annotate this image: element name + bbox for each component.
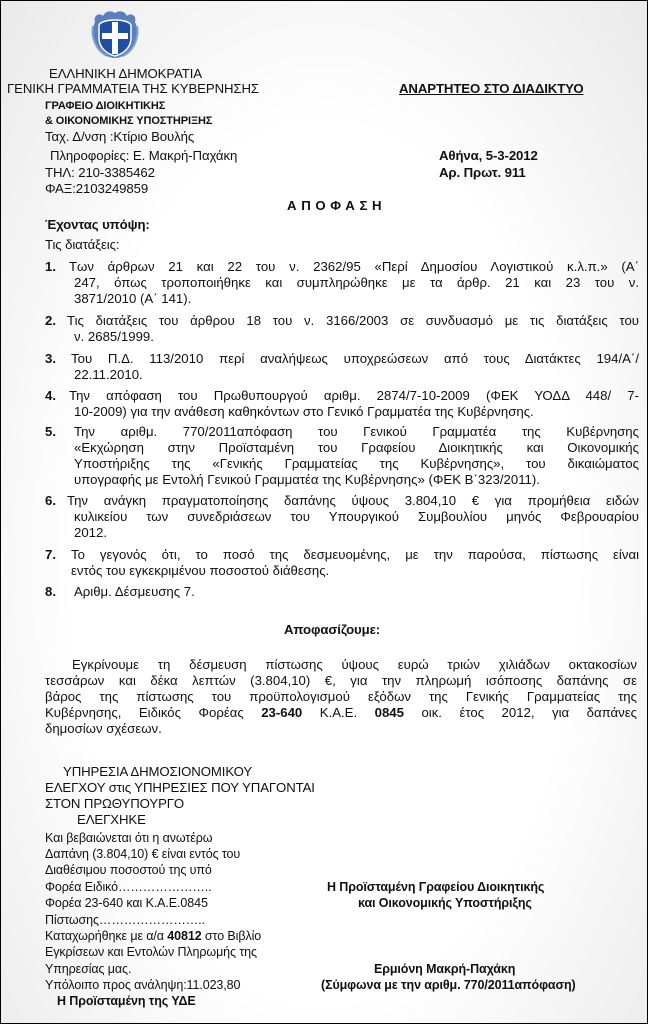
audit-heading: ΕΛΕΓΧΟΥ στις ΥΠΗΡΕΣΙΕΣ ΠΟΥ ΥΠΑΓΟΝΤΑΙ [45, 780, 315, 795]
item-line: ν. 2685/1999. [74, 329, 154, 344]
audit-line: Δαπάνη (3.804,10) € είναι εντός του [45, 847, 241, 861]
header-address: Ταχ. Δ/νση :Κτίριο Βουλής [45, 129, 195, 144]
item-line: 3871/2010 (Α΄ 141). [74, 291, 192, 306]
greek-coat-of-arms-icon [89, 8, 141, 60]
audit-line [45, 928, 261, 944]
signer-name: Ερμιόνη Μακρή-Παχάκη [374, 962, 516, 976]
audit-line: Πίστωσης…………………….. [45, 913, 205, 927]
decision-line: δημοσίων σχέσεων. [45, 721, 162, 736]
audit-line: Φορέα Ειδικό………………….. [45, 880, 212, 894]
item-line: 22.11.2010. [74, 367, 143, 382]
header-state: ΕΛΛΗΝΙΚΗ ΔΗΜΟΚΡΑΤΙΑ [49, 66, 202, 81]
item-line: 10-2009) για την ανάθεση καθηκόντων στο Γενικό Γραμματέα της Κυβέρνησης. [74, 404, 534, 419]
audit-text: Καταχωρήθηκε με α/α [45, 929, 168, 943]
kae-code: 0845 [374, 705, 404, 720]
header-office-support: & ΟΙΚΟΝΟΜΙΚΗΣ ΥΠΟΣΤΗΡΙΞΗΣ [45, 115, 213, 127]
audit-line: Υπηρεσίας μας. [45, 962, 132, 976]
protocol-number: Αρ. Πρωτ. 911 [439, 165, 526, 180]
item-number: 6. [45, 493, 56, 508]
decision-heading: Αποφασίζουμε: [284, 622, 381, 637]
audit-checked: ΕΛΕΓΧΗΚΕ [77, 812, 146, 827]
audit-line: Και βεβαιώνεται ότι η ανωτέρω [45, 831, 213, 845]
signer-role: και Οικονομικής Υποστήριξης [358, 896, 532, 910]
item-line: Την απόφαση του Πρωθυπουργού αριθμ. 2874/7-10-2009 (ΦΕΚ ΥΟΔΔ 448/ 7- [69, 388, 639, 403]
item-number: 1. [45, 259, 56, 274]
item-line: Υποστήριξης της «Γενικής Γραμματείας της Κυβέρνησης», του δικαιώματος [74, 456, 639, 471]
item-line: Των άρθρων 21 και 22 του ν. 2362/95 «Περί Δημοσίου Λογιστικού κ.λ.π.» (Α΄ [69, 259, 639, 274]
header-office: ΓΡΑΦΕΙΟ ΔΙΟΙΚΗΤΙΚΗΣ [45, 100, 166, 112]
decision-text: Κ.Α.Ε. [302, 705, 375, 720]
item-line: Του Π.Δ. 113/2010 περί αναλήψεως υποχρεώσεων από τους Διατάκτες 194/Α΄/ [71, 351, 639, 366]
item-line: Την ανάγκη πραγματοποίησης δαπάνης ύψους 3.804,10 € για προμήθεια ειδών [67, 493, 639, 508]
audit-line: Φορέα 23-640 και Κ.Α.Ε.0845 [45, 896, 208, 910]
item-line: Αριθμ. Δέσμευσης 7. [74, 584, 195, 599]
registry-number: 40812 [167, 929, 202, 943]
audit-line: Εγκρίσεων και Εντολών Πληρωμής της [45, 945, 257, 959]
item-number: 3. [45, 351, 56, 366]
audit-signer: Η Προϊσταμένη της ΥΔΕ [57, 994, 196, 1008]
decision-paragraph [45, 657, 637, 737]
page-title: Α Π Ο Φ Α Σ Η [287, 198, 383, 213]
decision-line [45, 705, 637, 721]
audit-line: Διαθέσιμου ποσοστού της υπό [45, 863, 212, 877]
publish-note: ΑΝΑΡΤΗΤΕΟ ΣΤΟ ΔΙΑΔΙΚΤΥΟ [399, 81, 584, 96]
item-line: υπογραφής με Εντολή Γενικού Γραμματέα της Κυβέρνησης» (ΦΕΚ Β΄323/2011). [74, 472, 540, 487]
header-secretariat: ΓΕΝΙΚΗ ΓΡΑΜΜΑΤΕΙΑ ΤΗΣ ΚΥΒΕΡΝΗΣΗΣ [7, 81, 259, 96]
item-line: Την αριθμ. 770/2011απόφαση του Γενικού Γραμματέα της Κυβέρνησης [74, 424, 639, 439]
decision-line: Εγκρίνουμε τη δέσμευση πίστωσης ύψους ευρώ τριών χιλιάδων οκτακοσίων [72, 657, 637, 672]
audit-balance: Υπόλοιπο προς ανάληψη:11.023,80 [45, 978, 241, 992]
audit-heading: ΣΤΟΝ ΠΡΩΘΥΠΟΥΡΓΟ [45, 796, 185, 811]
signer-authority-note: (Σύμφωνα με την αριθμ. 770/2011απόφαση) [321, 978, 576, 992]
header-fax: ΦΑΞ:2103249859 [45, 181, 149, 196]
header-phone: ΤΗΛ: 210-3385462 [45, 165, 155, 180]
item-number: 5. [45, 424, 56, 439]
item-line: Το γεγονός ότι, το ποσό της δεσμευομένης, με την παρούσα, πίστωσης είναι [71, 547, 639, 562]
item-line: κυλικείου των συνεδριάσεων του Υπουργικού Συμβουλίου μηνός Φεβρουαρίου [74, 509, 639, 524]
decision-line: τεσσάρων και δέκα λεπτών (3.804,10) €, για την πληρωμή ισόποσης δαπάνης σε [45, 673, 637, 688]
item-line: 247, όπως τροποποιήθηκε και συμπληρώθηκε με τα άρθρ. 21 και 23 του ν. [74, 275, 639, 290]
audit-text: στο Βιβλίο [201, 929, 262, 943]
signer-role: Η Προϊσταμένη Γραφείου Διοικητικής [327, 880, 545, 894]
item-line: «Εκχώρηση στην Προϊσταμένη του Γραφείου Διοικητικής και Οικονομικής [74, 440, 639, 455]
item-number: 2. [45, 313, 56, 328]
decision-text: οικ. έτος 2012, για δαπάνες [403, 705, 637, 720]
audit-heading: ΥΠΗΡΕΣΙΑ ΔΗΜΟΣΙΟΝΟΜΙΚΟΥ [63, 764, 253, 779]
header-info: Πληροφορίες: Ε. Μακρή-Παχάκη [50, 148, 238, 163]
item-number: 8. [45, 584, 56, 599]
item-line: Τις διατάξεις του άρθρου 18 του ν. 3166/2003 σε συνδυασμό με τις διατάξεις του [67, 313, 639, 328]
decision-line: βάρος της πίστωσης του προϋπολογισμού εξόδων της Γενικής Γραμματείας της [45, 689, 637, 704]
item-number: 7. [45, 547, 56, 562]
decision-text: Κυβέρνησης, Ειδικός Φορέας [45, 705, 262, 720]
item-line: εντός του εγκεκριμένου ποσοστού διάθεσης. [71, 563, 330, 578]
considering-heading: Έχοντας υπόψη: [45, 217, 150, 232]
item-number: 4. [45, 388, 56, 403]
special-entity-code: 23-640 [261, 705, 303, 720]
document-date: Αθήνα, 5-3-2012 [439, 148, 538, 163]
item-line: 2012. [74, 525, 108, 540]
provisions-intro: Τις διατάξεις: [45, 237, 120, 252]
